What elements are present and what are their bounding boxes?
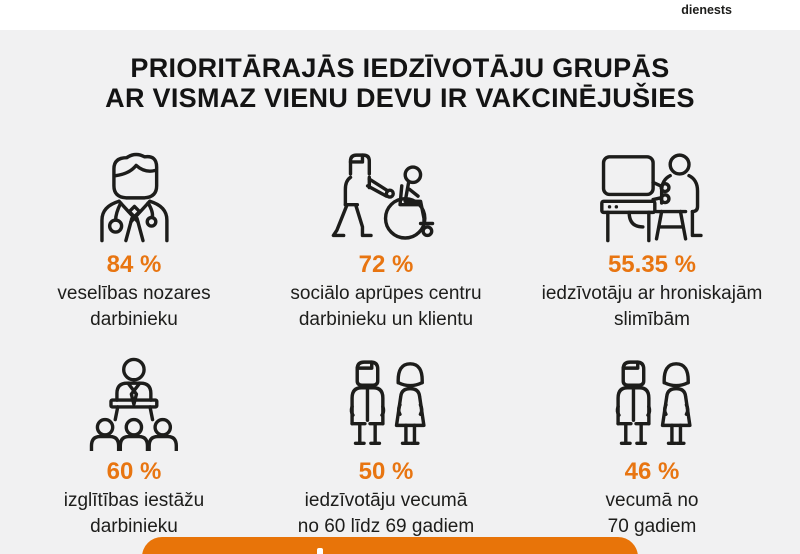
- stat-label-line: sociālo aprūpes centru: [290, 283, 482, 304]
- stat-label-line: darbinieku: [90, 516, 178, 537]
- elderly-couple-icon: [335, 350, 438, 451]
- stat-label: [57, 281, 210, 333]
- stat-value: 60 %: [106, 458, 162, 485]
- stat-card-age-70-plus: [512, 350, 792, 540]
- stat-value: 72 %: [358, 251, 414, 278]
- stat-value: 50 %: [358, 458, 414, 485]
- stat-label-line: izglītības iestāžu: [63, 490, 205, 511]
- teacher-audience-icon: [83, 350, 185, 451]
- stat-card-social-care: [260, 143, 512, 333]
- elderly-couple-icon: [601, 357, 704, 451]
- teacher-audience-icon: [83, 356, 185, 451]
- stat-label: [64, 488, 204, 540]
- brand-text: dienests: [681, 3, 732, 17]
- medical-checkup-icon: [595, 143, 710, 244]
- stat-label-line: veselības nozares: [57, 283, 211, 304]
- stat-label-line: 70 gadiem: [607, 516, 697, 537]
- page-title-line2: AR VISMAZ VIENU DEVU IR VAKCINĒJUŠIES: [105, 83, 695, 113]
- stat-value: 46 %: [624, 458, 680, 485]
- clipped-button-text-tip: [317, 548, 323, 554]
- stat-label-line: darbinieku un klientu: [298, 309, 474, 330]
- stat-value: 55.35 %: [607, 251, 697, 278]
- stat-card-chronic-illness: [512, 143, 792, 333]
- stat-value: 84 %: [106, 251, 162, 278]
- elderly-couple-icon: [601, 350, 704, 451]
- wheelchair-caregiver-icon: [330, 143, 441, 244]
- stat-label: [290, 281, 481, 333]
- cta-button[interactable]: [142, 537, 638, 554]
- stat-label-line: iedzīvotāju ar hroniskajām: [541, 283, 763, 304]
- medical-checkup-icon: [595, 150, 710, 244]
- stat-card-age-60-69: [260, 350, 512, 540]
- stat-label-line: slimībām: [613, 309, 690, 330]
- stats-grid: [8, 143, 792, 540]
- stat-label-line: darbinieku: [90, 309, 178, 330]
- doctor-icon: [90, 143, 179, 244]
- stat-label-line: no 60 līdz 69 gadiem: [297, 516, 475, 537]
- stat-label-line: iedzīvotāju vecumā: [304, 490, 468, 511]
- page-title: [0, 53, 800, 113]
- wheelchair-caregiver-icon: [330, 150, 441, 244]
- stat-label: [298, 488, 474, 540]
- page-title-line1: PRIORITĀRAJĀS IEDZĪVOTĀJU GRUPĀS: [130, 53, 670, 83]
- elderly-couple-icon: [335, 357, 438, 451]
- stat-label: [542, 281, 763, 333]
- header: [0, 0, 800, 30]
- stat-label-line: vecumā no: [605, 490, 699, 511]
- stat-card-health-workers: [8, 143, 260, 333]
- stat-card-education-workers: [8, 350, 260, 540]
- stat-label: [606, 488, 699, 540]
- doctor-icon: [90, 150, 179, 244]
